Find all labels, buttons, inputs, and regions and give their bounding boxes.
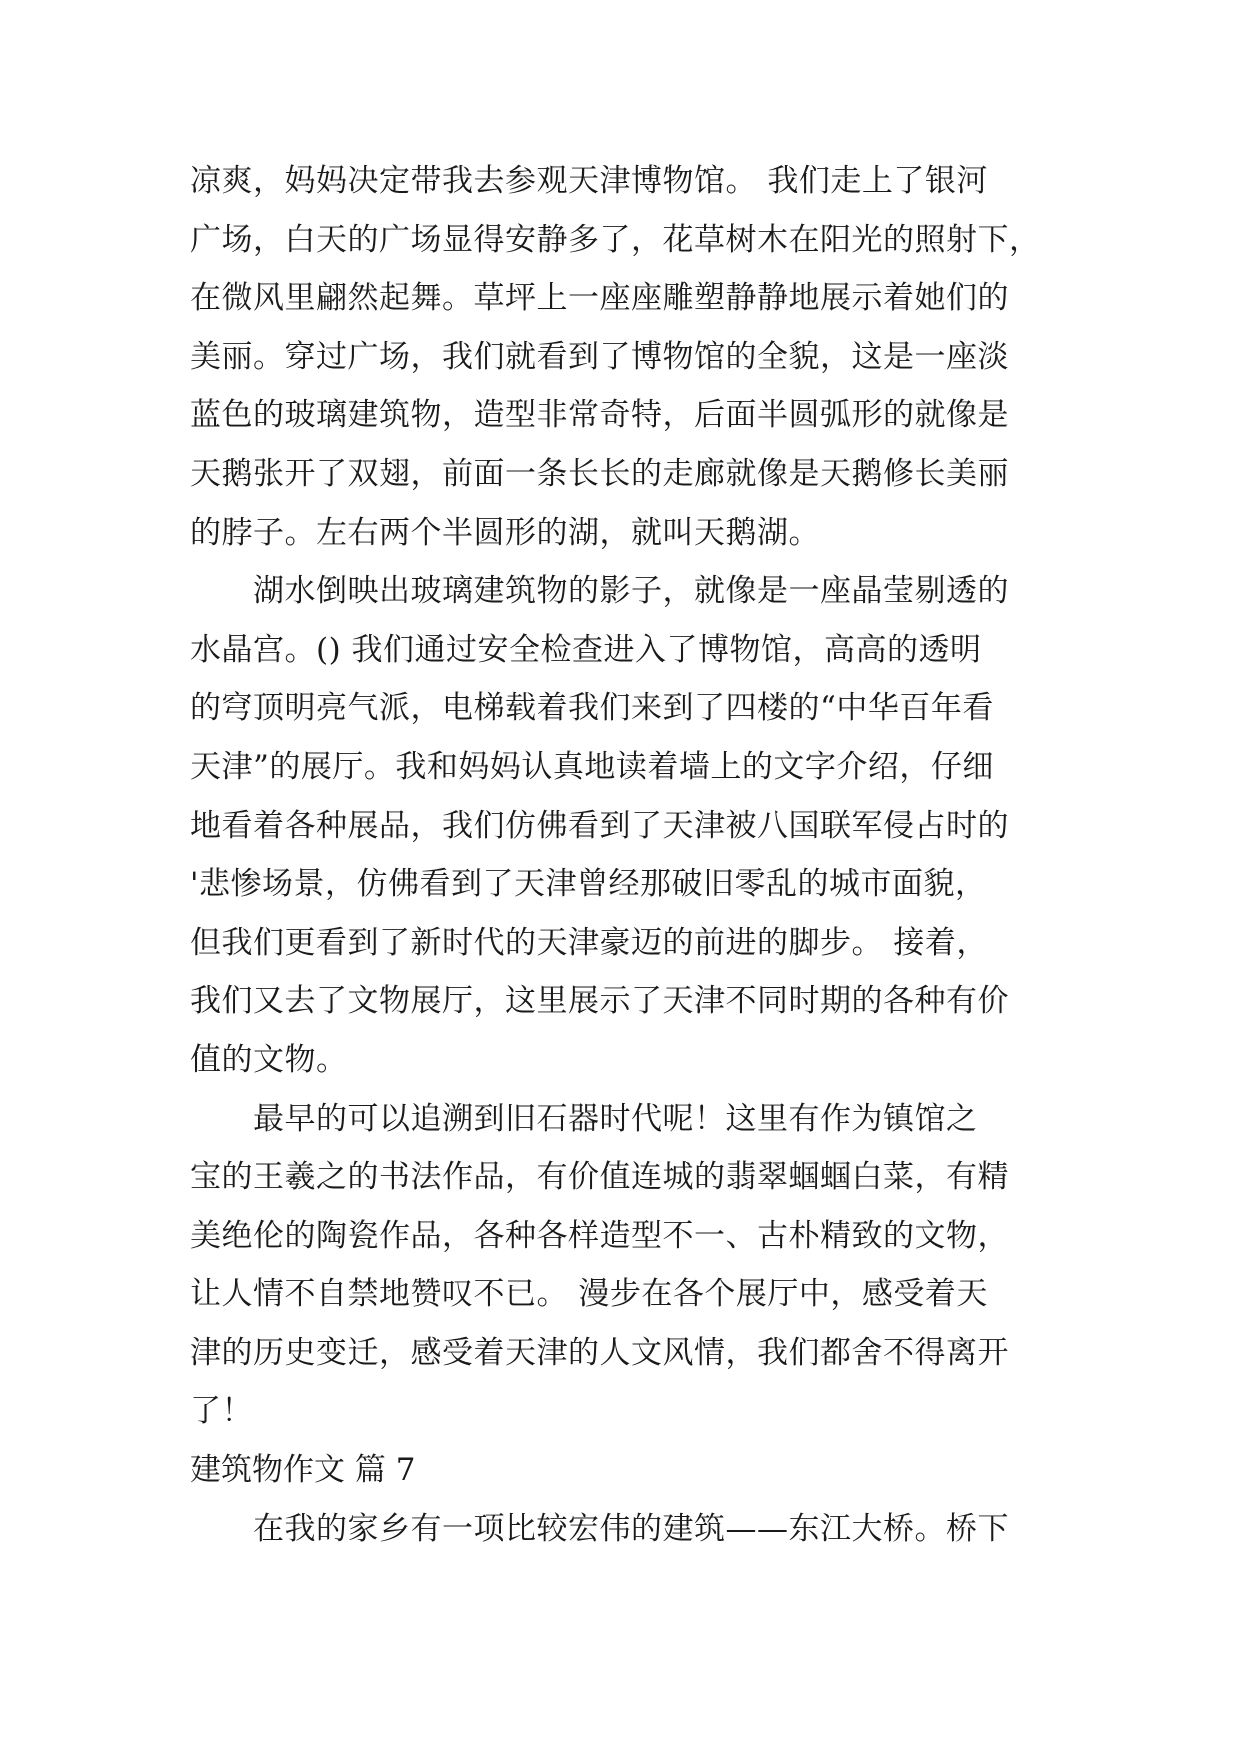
essay-body — [190, 152, 1070, 1558]
text-line: 在微风里翩然起舞。草坪上一座座雕塑静静地展示着她们的 — [190, 280, 1009, 317]
text-line: 最早的可以追溯到旧石器时代呢！这里有作为镇馆之 — [190, 1100, 978, 1137]
text-line: 凉爽，妈妈决定带我去参观天津博物馆。 我们走上了银河 — [190, 163, 988, 199]
text-line: 美丽。穿过广场，我们就看到了博物馆的全貌，这是一座淡 — [190, 338, 1009, 375]
text-line: 天津”的展厅。我和妈妈认真地读着墙上的文字介绍，仔细 — [190, 748, 994, 785]
text-line: 在我的家乡有一项比较宏伟的建筑——东江大桥。桥下 — [190, 1510, 1009, 1547]
text-line: 值的文物。 — [190, 1041, 348, 1078]
text-line: 津的历史变迁，感受着天津的人文风情，我们都舍不得离开 — [190, 1334, 1009, 1371]
text-line: 宝的王羲之的书法作品，有价值连城的翡翠蝈蝈白菜，有精 — [190, 1159, 1009, 1196]
text-line: 天鹅张开了双翅，前面一条长长的走廊就像是天鹅修长美丽 — [190, 455, 1009, 492]
text-line: 蓝色的玻璃建筑物，造型非常奇特，后面半圆弧形的就像是 — [190, 397, 1009, 434]
text-line: 的脖子。左右两个半圆形的湖，就叫天鹅湖。 — [190, 514, 820, 551]
text-line: 了！ — [190, 1393, 253, 1430]
text-line: 美绝伦的陶瓷作品，各种各样造型不一、古朴精致的文物， — [190, 1217, 1009, 1254]
text-line: 水晶宫。() 我们通过安全检查进入了博物馆，高高的透明 — [190, 631, 982, 668]
text-line: 但我们更看到了新时代的天津豪迈的前进的脚步。 接着， — [190, 924, 988, 961]
text-line: 地看着各种展品，我们仿佛看到了天津被八国联军侵占时的 — [190, 807, 1009, 844]
text-line: 的穹顶明亮气派，电梯载着我们来到了四楼的“中华百年看 — [190, 690, 994, 727]
text-line: '悲惨场景，仿佛看到了天津曾经那破旧零乱的城市面貌， — [190, 866, 987, 903]
text-line: 我们又去了文物展厅，这里展示了天津不同时期的各种有价 — [190, 983, 1009, 1020]
text-line: 广场，白天的广场显得安静多了，花草树木在阳光的照射下， — [190, 221, 1041, 258]
text-line: 湖水倒映出玻璃建筑物的影子，就像是一座晶莹剔透的 — [190, 573, 1009, 610]
section-heading: 建筑物作文 篇 7 — [190, 1452, 416, 1489]
text-line: 让人情不自禁地赞叹不已。 漫步在各个展厅中，感受着天 — [190, 1276, 988, 1313]
